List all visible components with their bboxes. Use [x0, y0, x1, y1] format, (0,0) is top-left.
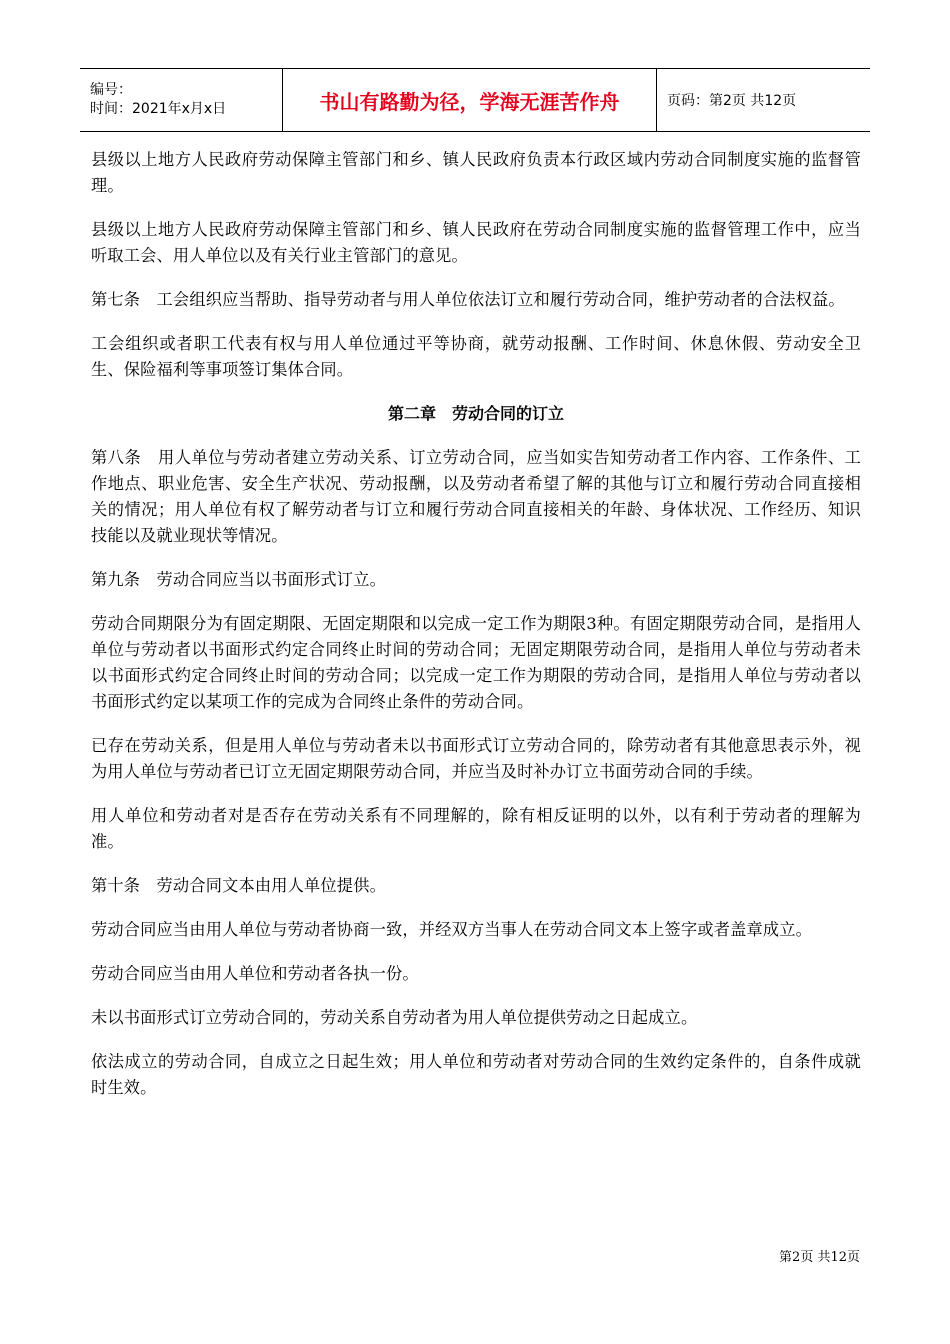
- paragraph: 劳动合同应当由用人单位与劳动者协商一致，并经双方当事人在劳动合同文本上签字或者盖章成立。: [91, 920, 813, 939]
- header-page-label: 页码：第2页 共12页: [667, 93, 797, 109]
- paragraph: 已存在劳动关系，但是用人单位与劳动者未以书面形式订立劳动合同的，除劳动者有其他意思表示外，视为用人单位与劳动者已订立无固定期限劳动合同，并应当及时补办订立书面劳动合同的手续。: [91, 736, 861, 781]
- paragraph: 未以书面形式订立劳动合同的，劳动关系自劳动者为用人单位提供劳动之日起成立。: [91, 1008, 698, 1027]
- paragraph: 依法成立的劳动合同，自成立之日起生效；用人单位和劳动者对劳动合同的生效约定条件的，自条件成就时生效。: [91, 1052, 861, 1097]
- header-motto: [283, 69, 657, 131]
- footer-page-number: 第2页 共12页: [779, 1250, 860, 1265]
- page-footer: [779, 1246, 860, 1265]
- motto-text: 书山有路勤为径，学海无涯苦作舟: [319, 89, 620, 114]
- paragraph: 劳动合同期限分为有固定期限、无固定期限和以完成一定工作为期限3种。有固定期限劳动合同，是指用人单位与劳动者以书面形式约定合同终止时间的劳动合同；无固定期限劳动合同，是指用人单位与劳动者未以书面形式约定合同终止时间的劳动合同；以完成一定工作为期限的劳动合同，是指用人单位与劳动者以书面形式约定以某项工作的完成为合同终止条件的劳动合同。: [91, 614, 861, 711]
- paragraph: 工会组织或者职工代表有权与用人单位通过平等协商，就劳动报酬、工作时间、休息休假、劳动安全卫生、保险福利等事项签订集体合同。: [91, 334, 861, 379]
- document-body: [91, 147, 861, 1119]
- document-header: [80, 68, 870, 132]
- article-7-paragraph: 第七条 工会组织应当帮助、指导劳动者与用人单位依法订立和履行劳动合同，维护劳动者的合法权益。: [91, 290, 845, 309]
- paragraph: 用人单位和劳动者对是否存在劳动关系有不同理解的，除有相反证明的以外，以有利于劳动者的理解为准。: [91, 806, 861, 851]
- document-date: 时间：2021年x月x日: [90, 101, 227, 117]
- paragraph: 劳动合同应当由用人单位和劳动者各执一份。: [91, 964, 419, 983]
- header-meta: [80, 69, 283, 131]
- paragraph: 县级以上地方人民政府劳动保障主管部门和乡、镇人民政府负责本行政区域内劳动合同制度实施的监督管理。: [91, 150, 861, 195]
- paragraph: 县级以上地方人民政府劳动保障主管部门和乡、镇人民政府在劳动合同制度实施的监督管理工作中，应当听取工会、用人单位以及有关行业主管部门的意见。: [91, 220, 861, 265]
- header-page-info: [657, 69, 870, 131]
- article-8-paragraph: 第八条 用人单位与劳动者建立劳动关系、订立劳动合同，应当如实告知劳动者工作内容、工作条件、工作地点、职业危害、安全生产状况、劳动报酬，以及劳动者希望了解的其他与订立和履行劳动合同直接相关的情况；用人单位有权了解劳动者与订立和履行劳动合同直接相关的年龄、身体状况、工作经历、知识技能以及就业现状等情况。: [91, 448, 861, 545]
- chapter-heading: 第二章 劳动合同的订立: [387, 404, 564, 423]
- article-10-paragraph: 第十条 劳动合同文本由用人单位提供。: [91, 876, 386, 895]
- document-number-label: 编号：: [90, 82, 132, 98]
- article-9-paragraph: 第九条 劳动合同应当以书面形式订立。: [91, 570, 386, 589]
